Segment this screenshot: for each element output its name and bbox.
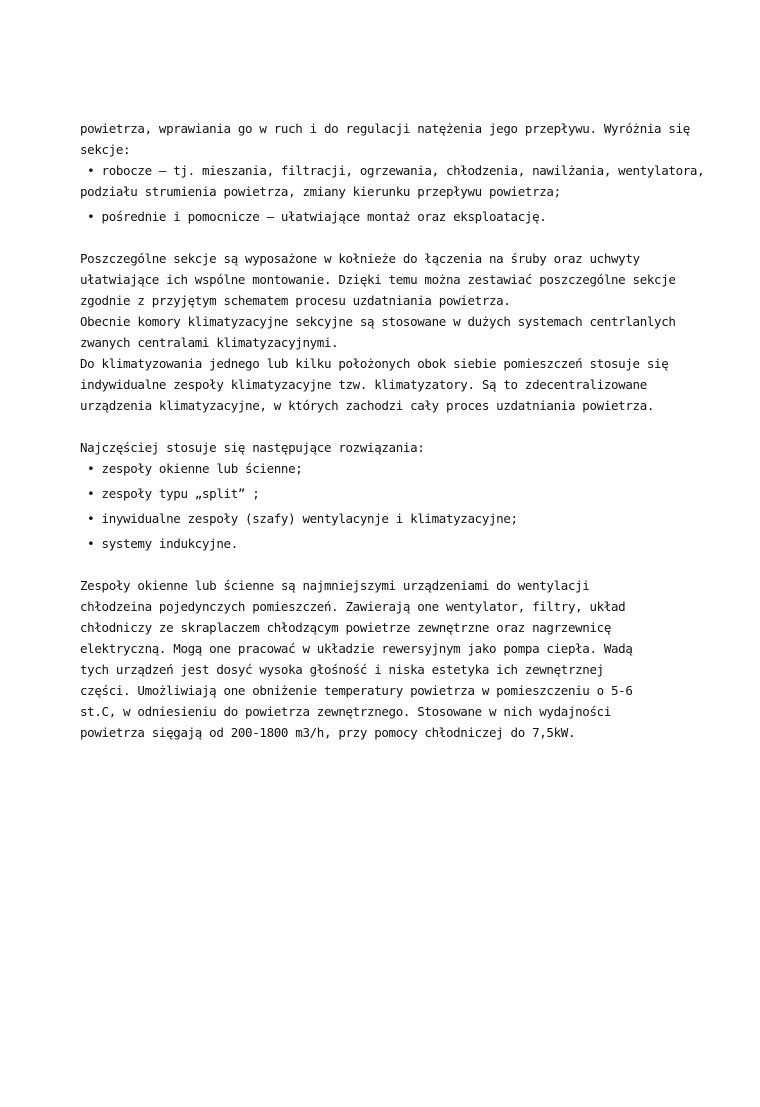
paragraph-gap [80,554,700,575]
list-item: • systemy indukcyjne. [80,536,238,551]
list-item: • robocze – tj. mieszania, filtracji, ogrzewania, chłodzenia, nawilżania, wentylatora, [80,163,705,178]
paragraph-sekcje [80,248,700,416]
text-line: podziału strumienia powietrza, zmiany kierunku przepływu powietrza; [80,184,561,199]
text-line: indywidualne zespoły klimatyzacyjne tzw. klimatyzatory. Są to zdecentralizowane [80,377,647,392]
list-intro: Najczęściej stosuje się następujące rozwiązania: [80,440,425,455]
list-item: • zespoły okienne lub ścienne; [80,461,303,476]
text-line: Zespoły okienne lub ścienne są najmniejszymi urządzeniami do wentylacji [80,578,590,593]
paragraph-gap [80,416,700,437]
text-line: powietrza sięgają od 200-1800 m3/h, przy pomocy chłodniczej do 7,5kW. [80,725,576,740]
text-line: zwanych centralami klimatyzacyjnymi. [80,335,339,350]
text-line: Obecnie komory klimatyzacyjne sekcyjne są stosowane w dużych systemach centrlanlych [80,314,676,329]
text-line: tych urządzeń jest dosyć wysoka głośność i niska estetyka ich zewnętrznej [80,662,604,677]
list-item: • pośrednie i pomocnicze – ułatwiające montaż oraz eksploatację. [80,209,547,224]
paragraph-window-units [80,575,700,743]
paragraph-solutions [80,437,700,554]
text-line: chłodzeina pojedynczych pomieszczeń. Zawierają one wentylator, filtry, układ [80,599,626,614]
text-line: powietrza, wprawiania go w ruch i do regulacji natężenia jego przepływu. Wyróżnia się [80,121,690,136]
text-line: chłodniczy ze skraplaczem chłodzącym powietrze zewnętrzne oraz nagrzewnicę [80,620,611,635]
list-item: • zespoły typu „split” ; [80,486,260,501]
text-line: urządzenia klimatyzacyjne, w których zachodzi cały proces uzdatniania powietrza. [80,398,655,413]
text-line: części. Umożliwiają one obniżenie temperatury powietrza w pomieszczeniu o 5-6 [80,683,633,698]
document-body [80,118,705,743]
text-line: Poszczególne sekcje są wyposażone w kołnieże do łączenia na śruby oraz uchwyty [80,251,640,266]
text-line: elektryczną. Mogą one pracować w układzie rewersyjnym jako pompa ciepła. Wadą [80,641,633,656]
paragraph-gap [80,227,700,248]
paragraph-sections [80,118,705,227]
text-line: Do klimatyzowania jednego lub kilku położonych obok siebie pomieszczeń stosuje się [80,356,669,371]
text-line: sekcje: [80,142,131,157]
text-line: zgodnie z przyjętym schematem procesu uzdatniania powietrza. [80,293,511,308]
text-line: st.C, w odniesieniu do powietrza zewnętrznego. Stosowane w nich wydajności [80,704,611,719]
list-item: • inywidualne zespoły (szafy) wentylacynje i klimatyzacyjne; [80,511,518,526]
text-line: ułatwiające ich wspólne montowanie. Dzięki temu można zestawiać poszczególne sekcje [80,272,676,287]
